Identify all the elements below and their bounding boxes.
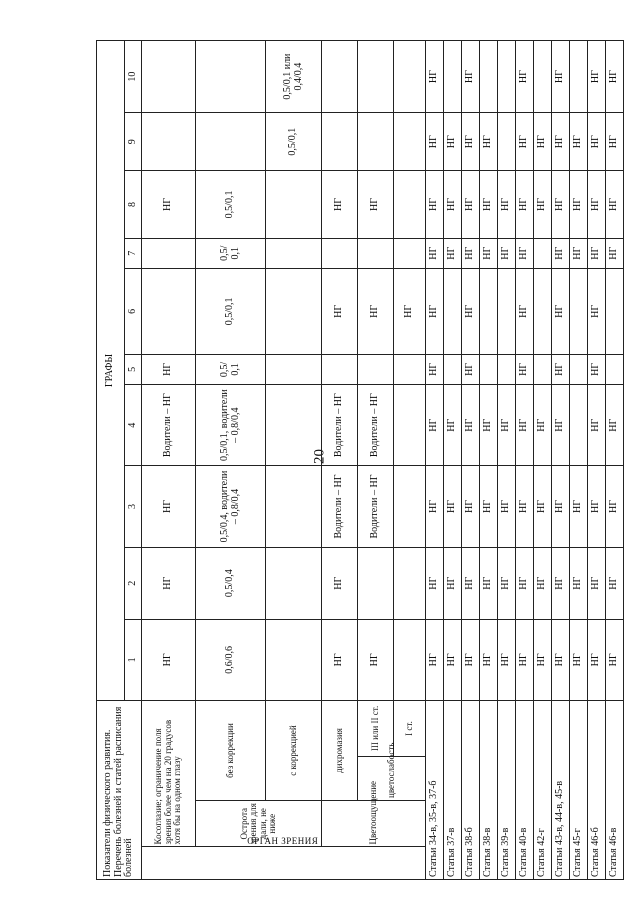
- table-cell: [196, 41, 266, 113]
- table-cell: 0,5/ 0,1: [196, 354, 266, 384]
- table-cell: 0,5/0,1: [196, 171, 266, 238]
- article-label: Статья 46-б: [588, 701, 606, 880]
- table-cell: НГ: [516, 385, 534, 466]
- table-cell: [394, 41, 426, 113]
- table-cell: НГ: [462, 466, 480, 547]
- column-number: 5: [125, 354, 142, 384]
- table-cell: НГ: [322, 619, 358, 700]
- table-cell: [534, 354, 552, 384]
- table-cell: НГ: [606, 41, 624, 113]
- grafy-header-cell: ГРАФЫ: [97, 41, 125, 701]
- table-cell: [534, 41, 552, 113]
- article-label: Статья 42-г: [534, 701, 552, 880]
- table-cell: НГ: [552, 466, 570, 547]
- table-cell: [480, 354, 498, 384]
- table-cell: НГ: [516, 238, 534, 268]
- table-cell: Водители – НГ: [142, 385, 196, 466]
- section-label-eye: ОРГАН ЗРЕНИЯ: [142, 847, 426, 880]
- table-cell: Водители – НГ: [322, 466, 358, 547]
- table-cell: НГ: [444, 238, 462, 268]
- table-cell: 0,5/0,4, водители – 0,8/0,4: [196, 466, 266, 547]
- table-cell: НГ: [426, 268, 444, 354]
- table-cell: НГ: [606, 113, 624, 171]
- table-cell: [196, 113, 266, 171]
- no-correction-label: без коррекции: [196, 701, 266, 801]
- table-cell: [358, 354, 394, 384]
- table-cell: [394, 466, 426, 547]
- table-cell: НГ: [498, 619, 516, 700]
- column-number: 7: [125, 238, 142, 268]
- column-number: 6: [125, 268, 142, 354]
- table-cell: [142, 41, 196, 113]
- table-cell: [498, 268, 516, 354]
- table-cell: Водители – НГ: [322, 385, 358, 466]
- table-cell: [480, 268, 498, 354]
- table-cell: [142, 268, 196, 354]
- table-cell: [266, 385, 322, 466]
- table-cell: НГ: [480, 113, 498, 171]
- table-cell: НГ: [534, 171, 552, 238]
- article-label: Статья 45-г: [570, 701, 588, 880]
- table-cell: НГ: [552, 113, 570, 171]
- table-cell: НГ: [480, 171, 498, 238]
- table-cell: НГ: [588, 238, 606, 268]
- table-cell: [358, 41, 394, 113]
- table-cell: НГ: [552, 547, 570, 619]
- table-cell: НГ: [426, 547, 444, 619]
- color-perception-label: Цветоощущение: [322, 801, 426, 847]
- table-cell: НГ: [142, 547, 196, 619]
- table-cell: НГ: [552, 354, 570, 384]
- table-cell: [480, 41, 498, 113]
- table-cell: [394, 354, 426, 384]
- table-cell: НГ: [498, 466, 516, 547]
- table-cell: НГ: [606, 619, 624, 700]
- table-cell: НГ: [462, 41, 480, 113]
- table-cell: НГ: [588, 466, 606, 547]
- dichromasia-label: дихромазия: [322, 701, 358, 801]
- table-cell: НГ: [588, 619, 606, 700]
- table-cell: [570, 41, 588, 113]
- table-cell: НГ: [570, 171, 588, 238]
- table-cell: [266, 238, 322, 268]
- table-cell: [358, 113, 394, 171]
- table-cell: НГ: [426, 41, 444, 113]
- table-cell: НГ: [462, 268, 480, 354]
- table-cell: НГ: [534, 113, 552, 171]
- table-cell: НГ: [570, 619, 588, 700]
- table-cell: [570, 385, 588, 466]
- table-cell: НГ: [498, 547, 516, 619]
- table-cell: НГ: [480, 385, 498, 466]
- table-cell: НГ: [142, 466, 196, 547]
- table-cell: НГ: [498, 171, 516, 238]
- table-cell: НГ: [570, 547, 588, 619]
- table-cell: НГ: [462, 547, 480, 619]
- table-cell: [498, 41, 516, 113]
- table-cell: [322, 354, 358, 384]
- table-cell: НГ: [394, 268, 426, 354]
- column-number: 10: [125, 41, 142, 113]
- table-cell: НГ: [552, 41, 570, 113]
- table-cell: Водители – НГ: [358, 466, 394, 547]
- table-cell: 0,5/0,1: [196, 268, 266, 354]
- table-cell: НГ: [358, 619, 394, 700]
- table-cell: НГ: [516, 268, 534, 354]
- table-cell: НГ: [444, 385, 462, 466]
- table-cell: НГ: [606, 466, 624, 547]
- indicators-header-cell: Показатели физического развития. Перечень болезней и статей расписания болезней: [97, 701, 142, 880]
- table-cell: 0,5/0,1: [266, 113, 322, 171]
- table-cell: [394, 171, 426, 238]
- table-cell: [394, 113, 426, 171]
- table-cell: [444, 354, 462, 384]
- table-cell: НГ: [606, 171, 624, 238]
- table-cell: [606, 268, 624, 354]
- table-cell: НГ: [588, 268, 606, 354]
- table-cell: [498, 113, 516, 171]
- table-cell: НГ: [516, 41, 534, 113]
- table-cell: НГ: [534, 385, 552, 466]
- table-cell: [394, 385, 426, 466]
- table-cell: НГ: [444, 113, 462, 171]
- article-label: Статьи 43-в, 44-в, 45-в: [552, 701, 570, 880]
- table-cell: НГ: [462, 171, 480, 238]
- table-cell: 0,5/ 0,1: [196, 238, 266, 268]
- table-cell: [266, 466, 322, 547]
- color-weakness-label: цветослабость: [358, 756, 426, 800]
- table-cell: [266, 354, 322, 384]
- table-cell: НГ: [426, 113, 444, 171]
- table-cell: [534, 238, 552, 268]
- table-cell: НГ: [516, 466, 534, 547]
- table-cell: НГ: [516, 354, 534, 384]
- table-cell: НГ: [534, 619, 552, 700]
- table-cell: НГ: [588, 354, 606, 384]
- table-cell: НГ: [426, 385, 444, 466]
- table-cell: НГ: [588, 113, 606, 171]
- table-cell: НГ: [322, 268, 358, 354]
- table-cell: НГ: [462, 385, 480, 466]
- table-region: [96, 40, 620, 880]
- table-cell: НГ: [552, 238, 570, 268]
- article-label: Статья 39-в: [498, 701, 516, 880]
- degree-3-label: III или II ст.: [358, 701, 394, 757]
- table-cell: НГ: [444, 619, 462, 700]
- article-label: Статьи 34-в, 35-в, 37-б: [426, 701, 444, 880]
- table-cell: [358, 547, 394, 619]
- degree-1-label: I ст.: [394, 701, 426, 757]
- table-cell: [444, 268, 462, 354]
- column-number: 3: [125, 466, 142, 547]
- table-cell: НГ: [462, 238, 480, 268]
- table-cell: НГ: [552, 619, 570, 700]
- column-number: 8: [125, 171, 142, 238]
- table-cell: НГ: [516, 113, 534, 171]
- table-cell: НГ: [462, 113, 480, 171]
- table-cell: [394, 619, 426, 700]
- acuity-label: Острота зрения для дали, не ниже: [196, 801, 322, 847]
- table-cell: 0,5/0,4: [196, 547, 266, 619]
- table-cell: НГ: [426, 171, 444, 238]
- table-cell: НГ: [480, 547, 498, 619]
- table-cell: НГ: [588, 171, 606, 238]
- article-label: Статья 46-в: [606, 701, 624, 880]
- table-cell: [358, 238, 394, 268]
- article-label: Статья 38-в: [480, 701, 498, 880]
- strabismus-label: Косоглазие; ограничение поля зрения более чем на 20 градусов хотя бы на одном глазу: [142, 701, 196, 847]
- table-cell: НГ: [588, 547, 606, 619]
- table-cell: НГ: [426, 619, 444, 700]
- table-cell: [498, 354, 516, 384]
- table-cell: 0,5/0,1 или 0,4/0,4: [266, 41, 322, 113]
- table-cell: НГ: [142, 619, 196, 700]
- table-cell: НГ: [516, 171, 534, 238]
- table-cell: [142, 113, 196, 171]
- table-cell: НГ: [358, 268, 394, 354]
- table-cell: НГ: [444, 171, 462, 238]
- table-cell: НГ: [358, 171, 394, 238]
- table-cell: [394, 238, 426, 268]
- table-cell: НГ: [606, 547, 624, 619]
- column-number: 9: [125, 113, 142, 171]
- table-cell: НГ: [142, 171, 196, 238]
- table-cell: [266, 619, 322, 700]
- table-cell: НГ: [516, 547, 534, 619]
- table-cell: [444, 41, 462, 113]
- table-cell: НГ: [588, 41, 606, 113]
- table-cell: Водители – НГ: [358, 385, 394, 466]
- table-cell: НГ: [552, 171, 570, 238]
- table-cell: НГ: [552, 385, 570, 466]
- table-cell: НГ: [570, 113, 588, 171]
- table-cell: НГ: [480, 238, 498, 268]
- table-cell: [570, 268, 588, 354]
- column-number: 2: [125, 547, 142, 619]
- table-cell: 0,5/0,1, водители – 0,8/0,4: [196, 385, 266, 466]
- table-cell: НГ: [462, 354, 480, 384]
- table-cell: НГ: [322, 547, 358, 619]
- table-cell: НГ: [498, 238, 516, 268]
- with-correction-label: с коррекцией: [266, 701, 322, 801]
- table-cell: [142, 238, 196, 268]
- table-cell: [534, 268, 552, 354]
- table-cell: НГ: [588, 385, 606, 466]
- table-cell: НГ: [534, 547, 552, 619]
- table-cell: НГ: [534, 466, 552, 547]
- table-cell: [570, 354, 588, 384]
- table-cell: [322, 238, 358, 268]
- table-cell: НГ: [570, 238, 588, 268]
- table-cell: 0,6/0,6: [196, 619, 266, 700]
- table-cell: НГ: [322, 171, 358, 238]
- column-number: 4: [125, 385, 142, 466]
- table-cell: НГ: [570, 466, 588, 547]
- table-cell: НГ: [426, 238, 444, 268]
- table-cell: [394, 547, 426, 619]
- table-cell: НГ: [426, 354, 444, 384]
- table-cell: НГ: [426, 466, 444, 547]
- table-cell: НГ: [444, 547, 462, 619]
- table-cell: НГ: [480, 466, 498, 547]
- article-label: Статья 40-в: [516, 701, 534, 880]
- table-cell: [266, 547, 322, 619]
- table-cell: НГ: [552, 268, 570, 354]
- table-cell: НГ: [606, 238, 624, 268]
- table-cell: [266, 171, 322, 238]
- table-cell: НГ: [142, 354, 196, 384]
- table-cell: НГ: [498, 385, 516, 466]
- medical-table: [96, 40, 624, 880]
- table-cell: НГ: [606, 385, 624, 466]
- column-number: 1: [125, 619, 142, 700]
- table-cell: [322, 113, 358, 171]
- table-cell: НГ: [480, 619, 498, 700]
- table-cell: [266, 268, 322, 354]
- table-cell: [322, 41, 358, 113]
- article-label: Статья 37-в: [444, 701, 462, 880]
- article-label: Статья 38-б: [462, 701, 480, 880]
- table-cell: НГ: [444, 466, 462, 547]
- page-number: 20: [311, 449, 328, 464]
- table-cell: НГ: [516, 619, 534, 700]
- table-cell: НГ: [462, 619, 480, 700]
- table-cell: [606, 354, 624, 384]
